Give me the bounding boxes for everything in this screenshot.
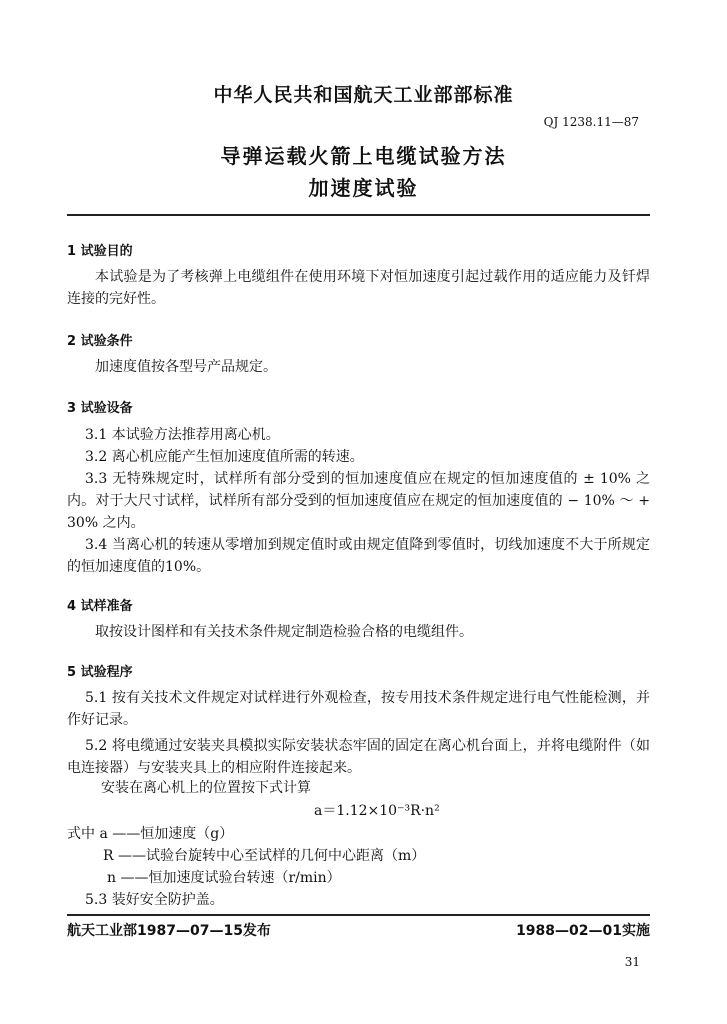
standard-code: QJ 1238.11—87 — [543, 115, 639, 129]
section-5-1-text: 5.1 按有关技术文件规定对试样进行外观检查，按专用技术条件规定进行电气性能检测，并作好记录。 — [67, 690, 650, 728]
section-5-heading: 5 试验程序 — [67, 665, 133, 680]
formula-var-r: R ——试验台旋转中心至试样的几何中心距离（m） — [103, 848, 426, 864]
footer-divider — [67, 914, 650, 916]
effective-date: 1988—02—01实施 — [516, 923, 650, 939]
document-subtitle: 加速度试验 — [308, 176, 419, 200]
section-3-1-text: 3.1 本试验方法推荐用离心机。 — [85, 427, 280, 443]
section-4-heading: 4 试样准备 — [67, 599, 133, 614]
section-2-text: 加速度值按各型号产品规定。 — [95, 359, 277, 375]
formula-var-a: 式中 a ——恒加速度（g） — [67, 826, 234, 842]
page-number: 31 — [624, 955, 640, 969]
formula: a＝1.12×10⁻³R·n² — [314, 803, 440, 819]
formula-var-n: n ——恒加速度试验台转速（r/min） — [107, 870, 341, 886]
document-title: 导弹运载火箭上电缆试验方法 — [220, 144, 507, 168]
section-1-text: 本试验是为了考核弹上电缆组件在使用环境下对恒加速度引起过载作用的适应能力及钎焊连接的完好性。 — [67, 269, 650, 307]
section-4-text: 取按设计图样和有关技术条件规定制造检验合格的电缆组件。 — [95, 624, 473, 640]
formula-intro: 安装在离心机上的位置按下式计算 — [101, 780, 311, 796]
section-5-3-text: 5.3 装好安全防护盖。 — [85, 892, 224, 908]
issue-date: 航天工业部1987—07—15发布 — [67, 923, 271, 939]
header-divider — [67, 214, 650, 216]
section-3-heading: 3 试验设备 — [67, 401, 133, 416]
section-2-heading: 2 试验条件 — [67, 334, 133, 349]
section-1-heading: 1 试验目的 — [67, 244, 133, 259]
section-3-2-text: 3.2 离心机应能产生恒加速度值所需的转速。 — [85, 449, 364, 465]
section-3-4-text: 3.4 当离心机的转速从零增加到规定值时或由规定值降到零值时，切线加速度不大于所规定的恒加速度值的10%。 — [67, 537, 650, 575]
section-3-3-text: 3.3 无特殊规定时，试样所有部分受到的恒加速度值应在规定的恒加速度值的 ± 10% 之内。对于大尺寸试样，试样所有部分受到的恒加速度值应在规定的恒加速度值的 − 10% ～ + 30% 之内。 — [67, 471, 650, 531]
issuing-organization: 中华人民共和国航天工业部部标准 — [213, 84, 514, 106]
section-5-2-text: 5.2 将电缆通过安装夹具模拟实际安装状态牢固的固定在离心机台面上，并将电缆附件（如电连接器）与安装夹具上的相应附件连接起来。 — [67, 738, 650, 776]
